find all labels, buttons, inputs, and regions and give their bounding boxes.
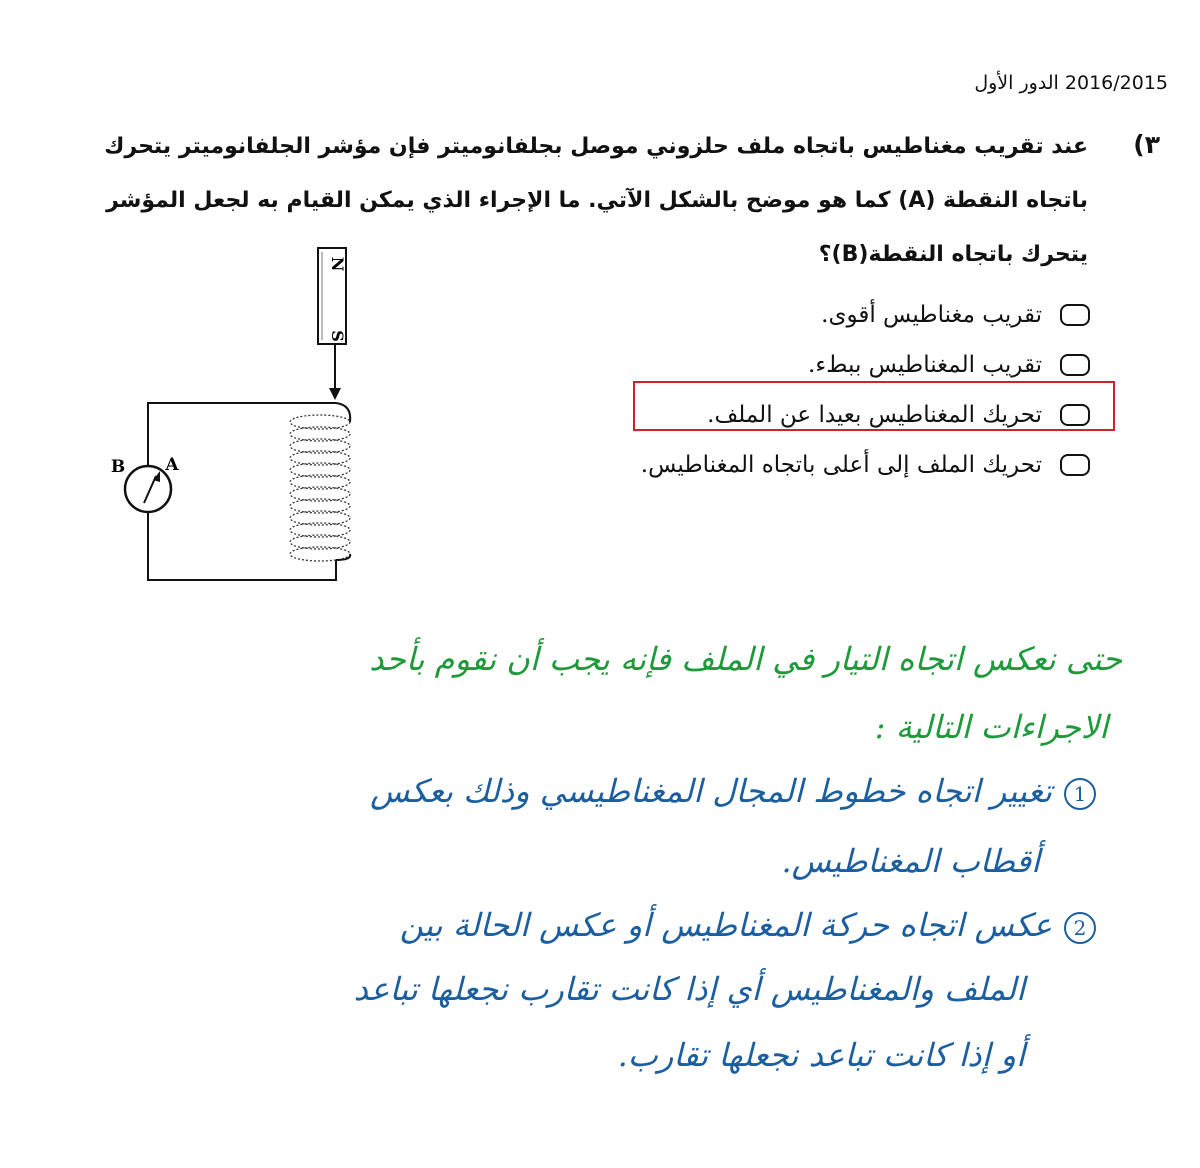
circuit-wire-bottom bbox=[148, 508, 336, 580]
question-line: باتجاه النقطة (A) كما هو موضح بالشكل الآتي. ما الإجراء الذي يمكن القيام به لجعل المؤشر bbox=[106, 188, 1088, 213]
coil-turn bbox=[290, 523, 350, 537]
point-a-label: A bbox=[165, 455, 179, 475]
correct-answer-highlight bbox=[633, 381, 1115, 431]
option-label: تحريك المغناطيس بعيدا عن الملف. bbox=[707, 402, 1042, 428]
question-line: يتحرك باتجاه النقطة(B)؟ bbox=[818, 242, 1088, 267]
option-checkbox[interactable] bbox=[1060, 454, 1090, 476]
option-label: تحريك الملف إلى أعلى باتجاه المغناطيس. bbox=[640, 452, 1042, 478]
handwritten-intro-line: الاجراءات التالية : bbox=[874, 708, 1108, 746]
step-number-badge: 2 bbox=[1064, 912, 1096, 944]
coil-lead bbox=[336, 554, 350, 560]
handwritten-step-line: أقطاب المغناطيس. bbox=[781, 842, 1040, 880]
handwritten-step-1 bbox=[370, 772, 1096, 810]
coil-turn bbox=[290, 511, 350, 525]
coil-turn bbox=[290, 439, 350, 453]
option-label: تقريب المغناطيس ببطء. bbox=[808, 352, 1042, 378]
handwritten-step-line: عكس اتجاه حركة المغناطيس أو عكس الحالة بين bbox=[399, 906, 1052, 944]
galvanometer bbox=[125, 466, 171, 512]
handwritten-step-line: أو إذا كانت تباعد نجعلها تقارب. bbox=[617, 1036, 1025, 1074]
handwritten-step-line: تغيير اتجاه خطوط المجال المغناطيسي وذلك بعكس bbox=[370, 772, 1052, 810]
option-label: تقريب مغناطيس أقوى. bbox=[821, 302, 1042, 328]
handwritten-step-line: الملف والمغناطيس أي إذا كانت تقارب نجعلها تباعد bbox=[353, 970, 1025, 1008]
magnet-south-label: S bbox=[328, 330, 347, 342]
step-number-badge: 1 bbox=[1064, 778, 1096, 810]
answer-option-4[interactable] bbox=[641, 440, 1090, 490]
question-number: ٣) bbox=[1133, 130, 1160, 159]
coil-turn bbox=[290, 415, 350, 429]
option-checkbox[interactable] bbox=[1060, 304, 1090, 326]
point-b-label: B bbox=[110, 457, 126, 477]
coil-turn bbox=[290, 427, 350, 441]
coil-turn bbox=[290, 451, 350, 465]
coil-turn bbox=[290, 499, 350, 513]
handwritten-step-2 bbox=[400, 906, 1096, 944]
coil-turn bbox=[290, 487, 350, 501]
answer-option-1[interactable] bbox=[641, 290, 1090, 340]
question-line: عند تقريب مغناطيس باتجاه ملف حلزوني موصل بجلفانوميتر فإن مؤشر الجلفانوميتر يتحرك bbox=[104, 134, 1088, 159]
solenoid-coil bbox=[290, 403, 350, 561]
option-checkbox[interactable] bbox=[1060, 354, 1090, 376]
coil-turn bbox=[290, 535, 350, 549]
galvanometer-coil-diagram bbox=[100, 240, 390, 600]
handwritten-intro-line: حتى نعكس اتجاه التيار في الملف فإنه يجب أن نقوم بأحد bbox=[369, 640, 1122, 678]
coil-turn bbox=[290, 463, 350, 477]
coil-turn bbox=[290, 475, 350, 489]
exam-session-label: 2016/2015 الدور الأول bbox=[974, 72, 1168, 94]
magnet-north-label: N bbox=[328, 256, 347, 272]
